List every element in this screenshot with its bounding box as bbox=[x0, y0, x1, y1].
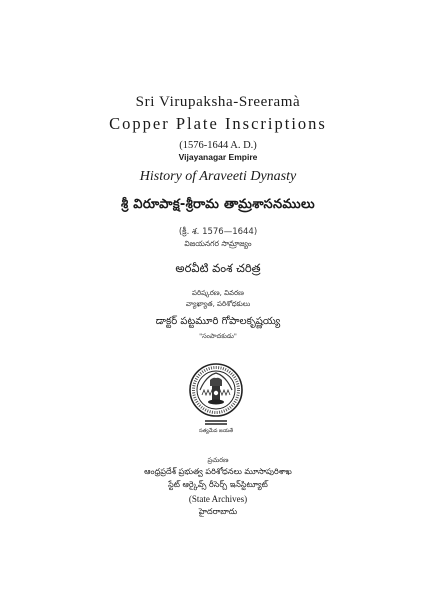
telugu-title: శ్రీ విరూపాక్ష-శ్రీరామ తామ్రశాసనములు bbox=[121, 197, 315, 212]
telugu-history-subtitle: అరవీటి వంశ చరిత్ర bbox=[175, 261, 261, 275]
telugu-empire: విజయనగర సామ్రాజ్యం bbox=[184, 239, 252, 248]
telugu-publisher-line2: స్టేట్ ఆర్కైవ్స్ రీసెర్చ్ ఇన్‌స్టిట్యూట్ bbox=[168, 480, 268, 489]
english-state-archives: (State Archives) bbox=[188, 494, 248, 504]
english-title-line2: Copper Plate Inscriptions bbox=[109, 114, 327, 133]
english-empire: Vijayanagar Empire bbox=[178, 152, 258, 162]
emblem-motto: సత్యమేవ జయతే bbox=[198, 428, 234, 434]
telugu-publisher-line1: ఆంధ్రప్రదేశ్ ప్రభుత్వ పరిశోధనలు మూసాపురిశాఖ bbox=[144, 467, 292, 476]
english-years: (1576-1644 A. D.) bbox=[179, 140, 257, 151]
telugu-editor-role: "సంపాదకుడు" bbox=[199, 332, 237, 340]
telugu-editor-name: డాక్టర్ పట్టమూరి గోపాలకృష్ణయ్య bbox=[155, 316, 281, 327]
english-history-subtitle: History of Araveeti Dynasty bbox=[139, 169, 297, 184]
telugu-years: (క్రీ. శ. 1576—1644) bbox=[178, 227, 258, 237]
english-title-line1: Sri Virupaksha-Sreeramà bbox=[135, 94, 301, 110]
telugu-publisher-label: ప్రచురణ bbox=[207, 456, 229, 464]
telugu-edited-line2: వ్యాఖ్యాత, పరిశోధకులు bbox=[185, 300, 251, 308]
telugu-edited-line1: పరిష్కరణ, వివరణ bbox=[192, 289, 244, 297]
state-emblem-icon bbox=[188, 362, 244, 434]
telugu-city: హైదరాబాదు bbox=[198, 507, 238, 516]
